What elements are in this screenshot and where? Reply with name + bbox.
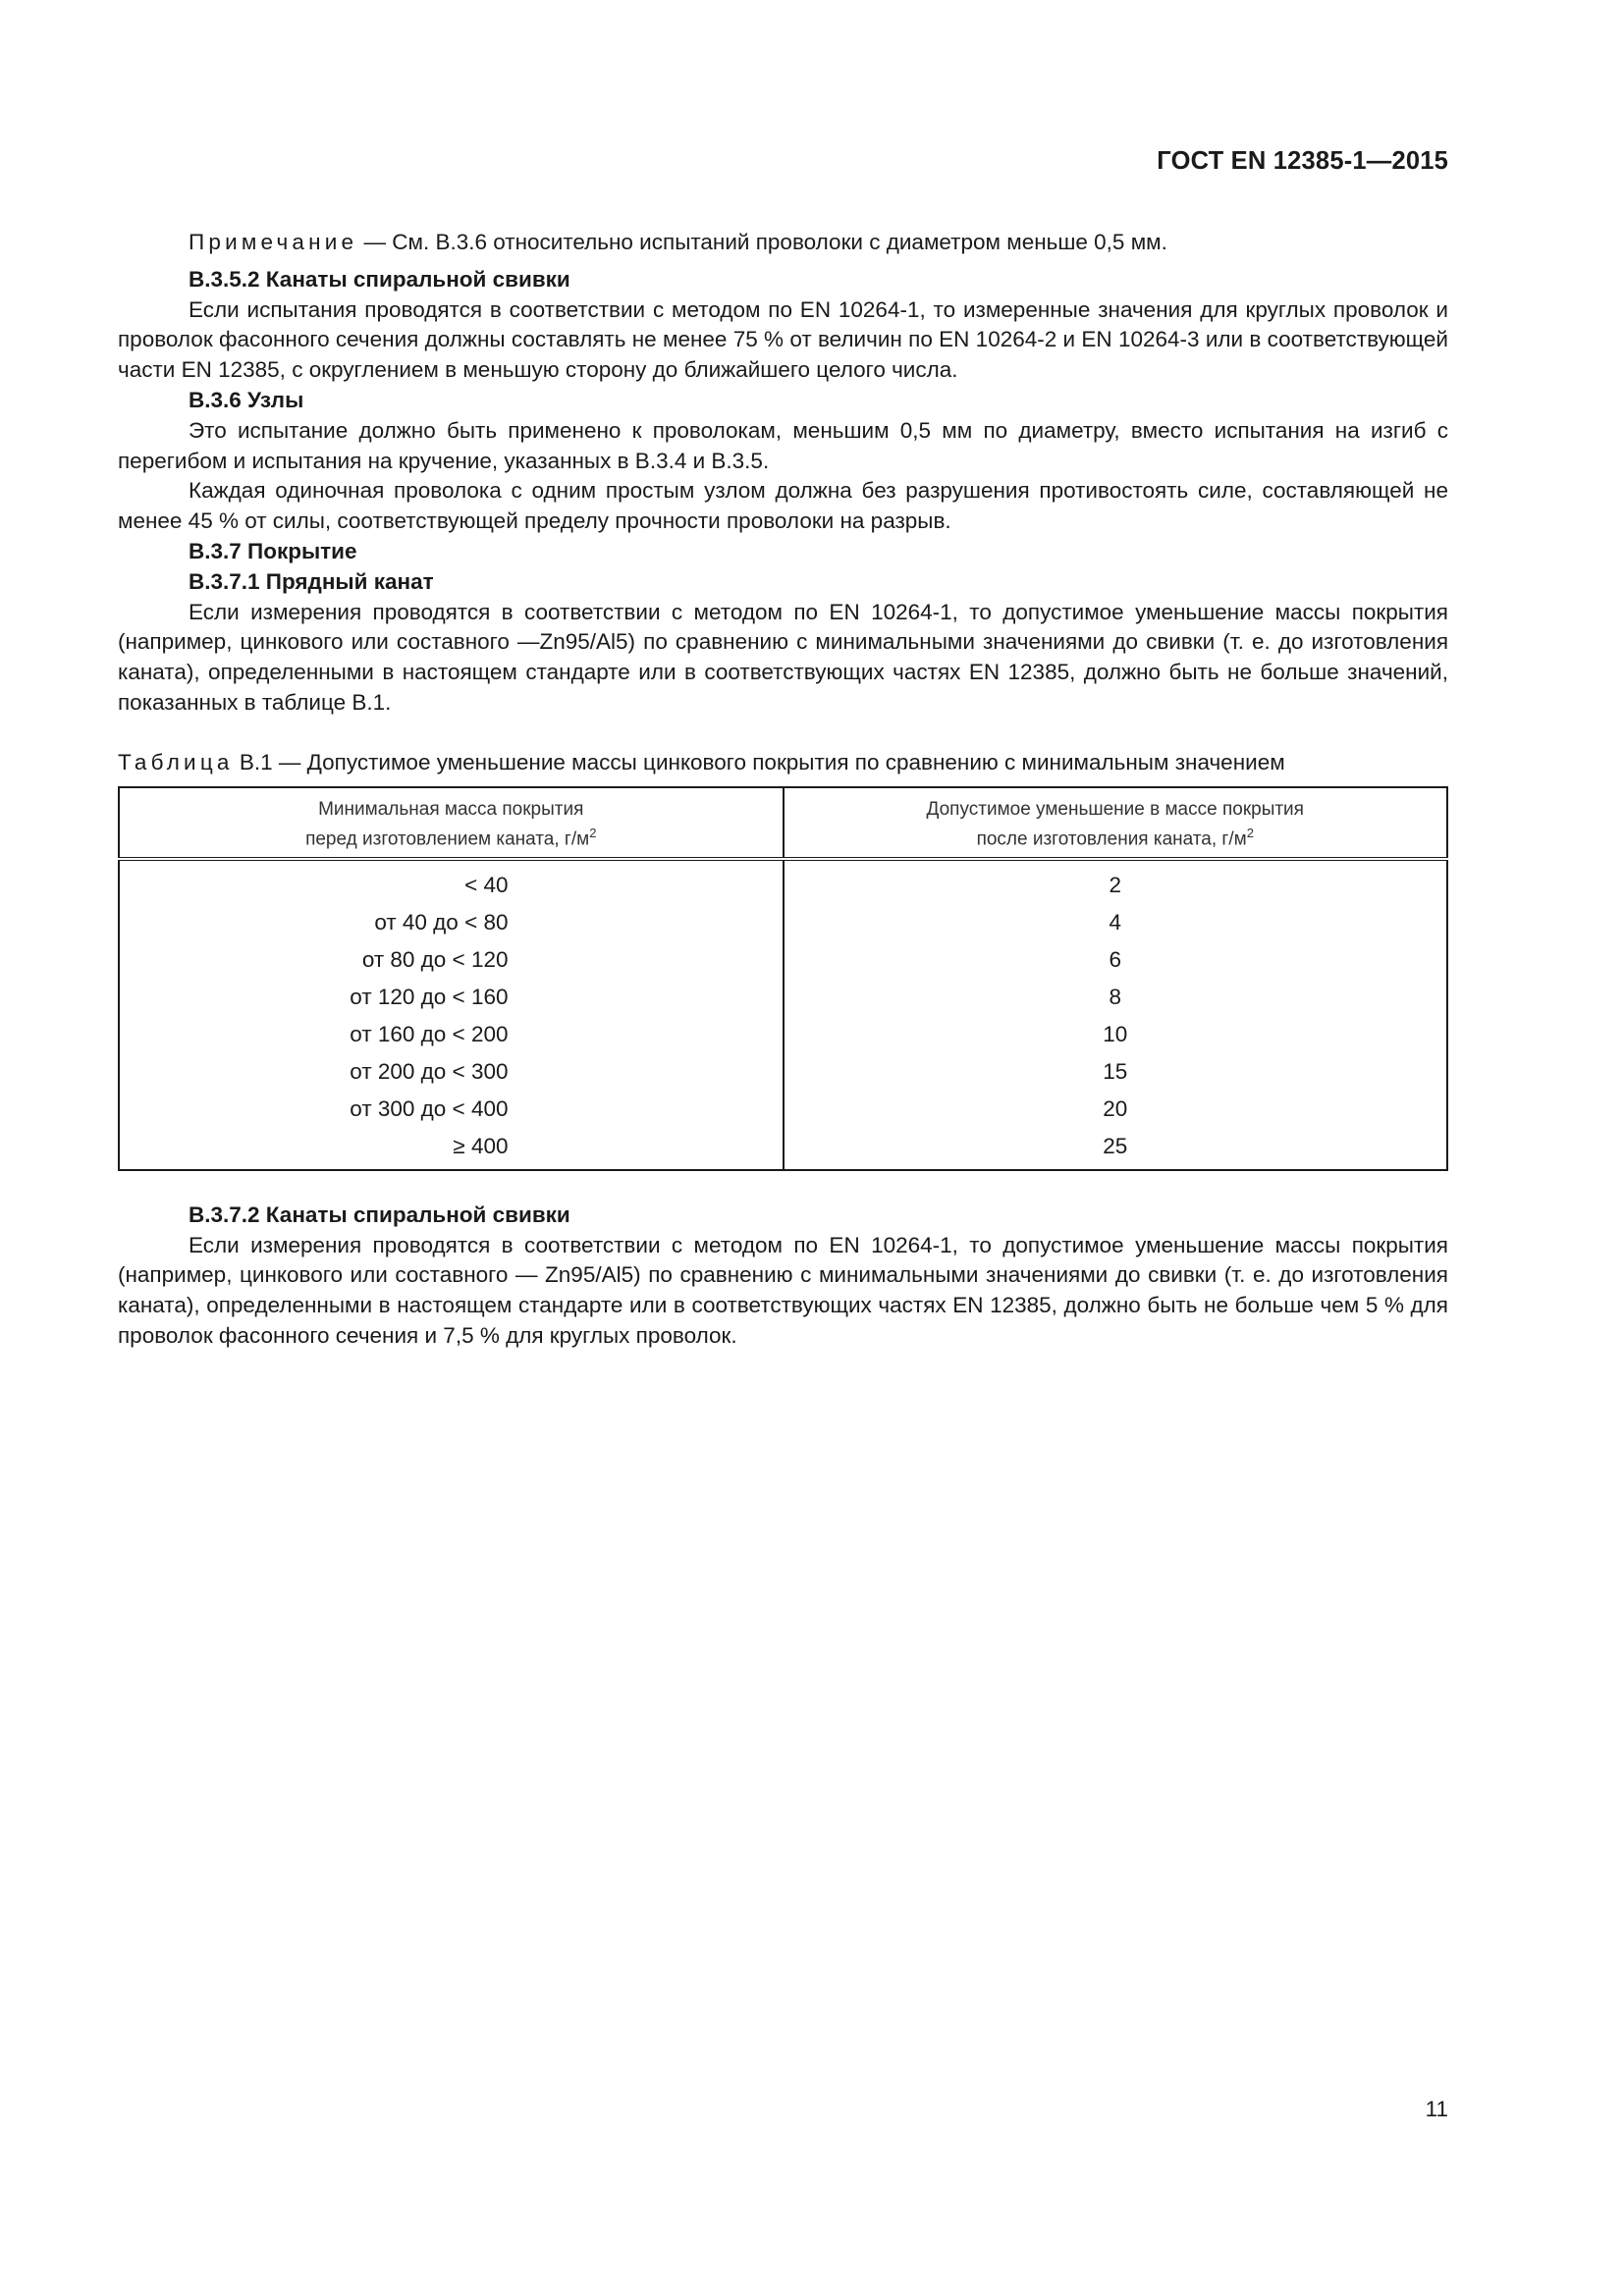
cell-reduction: 6 bbox=[784, 941, 1448, 979]
cell-min-mass: от 80 до < 120 bbox=[361, 946, 509, 972]
header-col2-line2: после изготовления каната, г/м bbox=[976, 828, 1247, 849]
cell-min-mass: < 40 bbox=[464, 872, 509, 897]
cell-min-mass: от 160 до < 200 bbox=[350, 1021, 509, 1046]
table-header-row bbox=[119, 787, 1447, 859]
table-caption-text: В.1 — Допустимое уменьшение массы цинкового покрытия по сравнению с минимальным значением bbox=[233, 749, 1285, 774]
cell-min-mass: от 40 до < 80 bbox=[374, 909, 509, 934]
cell-min-mass: от 200 до < 300 bbox=[350, 1058, 509, 1084]
section-b372-title: В.3.7.2 Канаты спиральной свивки bbox=[189, 1201, 570, 1227]
section-b372-text: Если измерения проводятся в соответствии с методом по EN 10264-1, то допустимое уменьшение массы покрытия (например, цинкового или составного — Zn95/Al5) по сравнению с минимальными значениями до свивки (т. е. до изготовления каната), определенными в настоящем стандарте или в соответствующих частях EN 12385, должно быть не больше чем 5 % для проволок фасонного сечения и 7,5 % для круглых проволок. bbox=[118, 1232, 1448, 1349]
header-col1-line1: Минимальная масса покрытия bbox=[318, 798, 584, 820]
document-body bbox=[118, 228, 1448, 1352]
cell-reduction: 2 bbox=[784, 859, 1448, 904]
cell-min-mass: от 300 до < 400 bbox=[350, 1095, 509, 1121]
section-b36-text-2: Каждая одиночная проволока с одним простым узлом должна без разрушения противостоять силе, составляющей не менее 45 % от силы, соответствующей пределу прочности проволоки на разрыв. bbox=[118, 478, 1448, 534]
table-row bbox=[119, 1128, 1447, 1170]
after-table-block bbox=[118, 1201, 1448, 1352]
section-b371-text: Если измерения проводятся в соответствии с методом по EN 10264-1, то допустимое уменьшение массы покрытия (например, цинкового или составного —Zn95/Al5) по сравнению с минимальными значениями до свивки (т. е. до изготовления каната), определенными в настоящем стандарте или в соответствующих частях EN 12385, должно быть не больше значений, показанных в таблице В.1. bbox=[118, 599, 1448, 715]
cell-reduction: 4 bbox=[784, 904, 1448, 941]
table-row bbox=[119, 1091, 1447, 1128]
table-row bbox=[119, 979, 1447, 1016]
header-col2-unit-exp: 2 bbox=[1246, 825, 1254, 840]
note-paragraph bbox=[118, 228, 1448, 258]
header-col2-line1: Допустимое уменьшение в массе покрытия bbox=[926, 798, 1304, 820]
section-b352-text: Если испытания проводятся в соответствии с методом по EN 10264-1, то измеренные значения для круглых проволок и проволок фасонного сечения должны составлять не менее 75 % от величин по EN 10264-2 и EN 10264-3 или в соответствующей части EN 12385, с округлением в меньшую сторону до ближайшего целого числа. bbox=[118, 296, 1448, 383]
coating-reduction-table bbox=[118, 786, 1448, 1171]
section-b371-title: В.3.7.1 Прядный канат bbox=[189, 568, 434, 594]
header-col1-unit-exp: 2 bbox=[589, 825, 597, 840]
document-code-header: ГОСТ EN 12385-1—2015 bbox=[1157, 147, 1448, 175]
cell-reduction: 15 bbox=[784, 1053, 1448, 1091]
table-label: Таблица bbox=[118, 749, 234, 774]
cell-reduction: 20 bbox=[784, 1091, 1448, 1128]
table-row bbox=[119, 859, 1447, 904]
cell-min-mass: ≥ 400 bbox=[453, 1133, 509, 1158]
note-text: — См. В.3.6 относительно испытаний проволоки с диаметром меньше 0,5 мм. bbox=[357, 230, 1167, 254]
table-row bbox=[119, 941, 1447, 979]
table-caption bbox=[118, 748, 1448, 778]
cell-reduction: 10 bbox=[784, 1016, 1448, 1053]
section-b36-text-1: Это испытание должно быть применено к проволокам, меньшим 0,5 мм по диаметру, вместо испытания на изгиб с перегибом и испытания на кручение, указанных в В.3.4 и В.3.5. bbox=[118, 417, 1448, 473]
document-page bbox=[118, 0, 1448, 2296]
section-b37-title: В.3.7 Покрытие bbox=[189, 538, 357, 563]
note-label: Примечание bbox=[189, 230, 358, 254]
table-row bbox=[119, 1053, 1447, 1091]
page-number: 11 bbox=[1425, 2097, 1448, 2121]
cell-min-mass: от 120 до < 160 bbox=[350, 984, 509, 1009]
table-header-reduction bbox=[784, 787, 1448, 859]
cell-reduction: 25 bbox=[784, 1128, 1448, 1170]
section-b352-title: В.3.5.2 Канаты спиральной свивки bbox=[189, 266, 570, 292]
cell-reduction: 8 bbox=[784, 979, 1448, 1016]
section-b36-title: В.3.6 Узлы bbox=[189, 387, 304, 412]
table-header-min-mass bbox=[119, 787, 784, 859]
header-col1-line2: перед изготовлением каната, г/м bbox=[305, 828, 590, 849]
table-row bbox=[119, 1016, 1447, 1053]
table-row bbox=[119, 904, 1447, 941]
